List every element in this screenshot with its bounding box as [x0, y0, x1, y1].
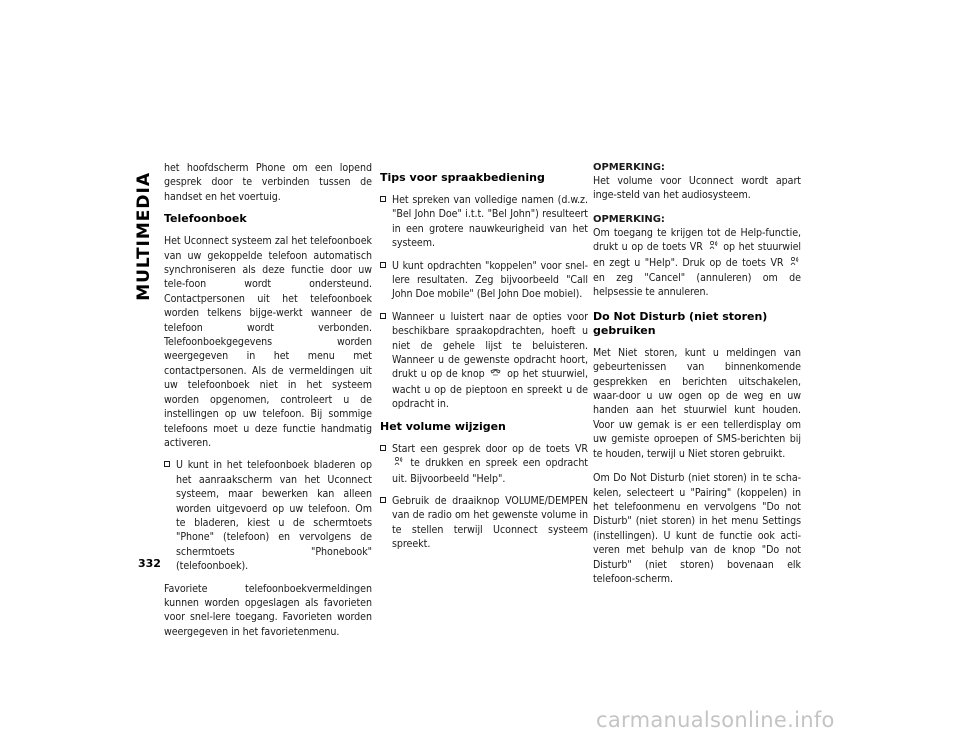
- heading-telefoonboek: Telefoonboek: [164, 212, 247, 226]
- voice-recognition-icon: [709, 240, 718, 255]
- note-2: [593, 213, 801, 300]
- heading-tips-spraakbediening: Tips voor spraakbediening: [380, 171, 545, 184]
- list-item-text: te drukken en spreek een opdracht uit. Bijvoorbeeld "Help".: [392, 457, 588, 485]
- dnd-paragraph-1: Met Niet storen, kunt u meldingen van gebeurtenissen van binnenkomende gesprekken en berichten uitschakelen, waar-door u uw ogen op de weg en uw handen aan het stuurwiel kunt houden. Voor uw gemak is er een tellerdisplay om uw gemiste oproepen of SMS-berichten bij te houden, terwijl u Niet storen gebruikt.: [593, 346, 801, 460]
- list-item: [380, 494, 588, 552]
- note-label: OPMERKING:: [593, 162, 665, 173]
- note-1: [593, 161, 801, 203]
- square-bullet-icon: [380, 497, 386, 503]
- voice-tips-bullets: [380, 193, 588, 412]
- note-text: Om toegang te krijgen tot de Help-functie, drukt u op de toets VR: [593, 226, 801, 254]
- list-item: [380, 259, 588, 302]
- square-bullet-icon: [164, 461, 170, 467]
- note-text: Het volume voor Uconnect wordt apart inge-steld van het audiosysteem.: [593, 175, 801, 202]
- heading-volume-wijzigen: Het volume wijzigen: [380, 419, 506, 433]
- phonebook-paragraph: Het Uconnect systeem zal het telefoonboek van uw gekoppelde telefoon automatisch synchroniseren als deze functie door uw tele-foon wordt ondersteund. Contactpersonen uit het telefoonboek worden telkens bijge-werkt wanneer de telefoon wordt verbonden. Telefoonboekgegevens worden weergegeven in het menu met contactpersonen. Als de vermeldingen uit uw telefoonboek niet in het systeem worden opgenomen, controleert u de instellingen op uw telefoon. Bij sommige telefoons moet u deze functie handmatig activeren.: [164, 235, 372, 449]
- list-item: [380, 193, 588, 251]
- list-item-text: Het spreken van volledige namen (d.w.z. "Bel John Doe" i.t.t. "Bel John") resulteert in een grotere nauwkeurigheid van het systeem.: [392, 194, 588, 250]
- phone-pickup-icon: [490, 368, 501, 382]
- list-item: [164, 458, 372, 573]
- phonebook-bullets: [164, 458, 372, 573]
- note-text: en zeg "Cancel" (annuleren) om de helpsessie te annuleren.: [593, 272, 801, 299]
- column-2: [380, 161, 588, 560]
- note-text: op het stuurwiel en zegt u "Help". Druk op de toets VR: [593, 241, 801, 269]
- voice-recognition-icon: [394, 456, 403, 471]
- volume-bullets: [380, 442, 588, 552]
- section-label: MULTIMEDIA: [134, 172, 154, 301]
- favorites-paragraph: Favoriete telefoonboekvermeldingen kunnen worden opgeslagen als favorieten voor snel-lere toegang. Favorieten worden weergegeven in het favorietenmenu.: [164, 582, 372, 638]
- column-3: [593, 161, 801, 596]
- intro-paragraph: het hoofdscherm Phone om een lopend gesprek door te verbinden tussen de handset en het voertuig.: [164, 162, 372, 203]
- watermark: carmanualsonline.info: [596, 708, 835, 732]
- list-item-text: op het stuurwiel, wacht u op de pieptoon en spreekt u de opdracht in.: [392, 368, 588, 411]
- dnd-paragraph-2: Om Do Not Disturb (niet storen) in te scha-kelen, selecteert u "Pairing" (koppelen) in het telefoonmenu en vervolgens "Do not Disturb" (niet storen) in het menu Settings (instellingen). U kunt de functie ook acti-veren met behulp van de knop "Do not Disturb" (niet storen) bovenaan elk telefoon-scherm.: [593, 472, 801, 585]
- page-number: 332: [138, 557, 161, 570]
- list-item-text: U kunt in het telefoonboek bladeren op het aanraakscherm van het Uconnect systeem, maar bewerken kan alleen worden uitgevoerd op uw telefoon. Om te bladeren, kiest u de schermtoets "Phone" (telefoon) en vervolgens de schermtoets "Phonebook" (telefoonboek).: [176, 459, 372, 573]
- list-item-text: U kunt opdrachten "koppelen" voor snel-lere resultaten. Zeg bijvoorbeeld "Call John Doe mobile" (Bel John Doe mobiel).: [392, 259, 588, 301]
- list-item-text: Wanneer u luistert naar de opties voor beschikbare spraakopdrachten, hoeft u niet de gehele lijst te beluisteren. Wanneer u de gewenste opdracht hoort, drukt u op de knop: [392, 310, 588, 381]
- square-bullet-icon: [380, 262, 386, 268]
- list-item: [380, 442, 588, 486]
- square-bullet-icon: [380, 445, 386, 451]
- voice-recognition-icon: [790, 256, 799, 271]
- heading-do-not-disturb: Do Not Disturb (niet storen) gebruiken: [593, 309, 768, 337]
- list-item-text: Gebruik de draaiknop VOLUME/DEMPEN van de radio om het gewenste volume in te stellen terwijl Uconnect systeem spreekt.: [392, 494, 588, 551]
- list-item: [380, 310, 588, 412]
- column-1: [164, 161, 372, 647]
- note-label: OPMERKING:: [593, 213, 665, 225]
- square-bullet-icon: [380, 313, 386, 319]
- square-bullet-icon: [380, 196, 386, 202]
- list-item-text: Start een gesprek door op de toets VR: [392, 442, 588, 455]
